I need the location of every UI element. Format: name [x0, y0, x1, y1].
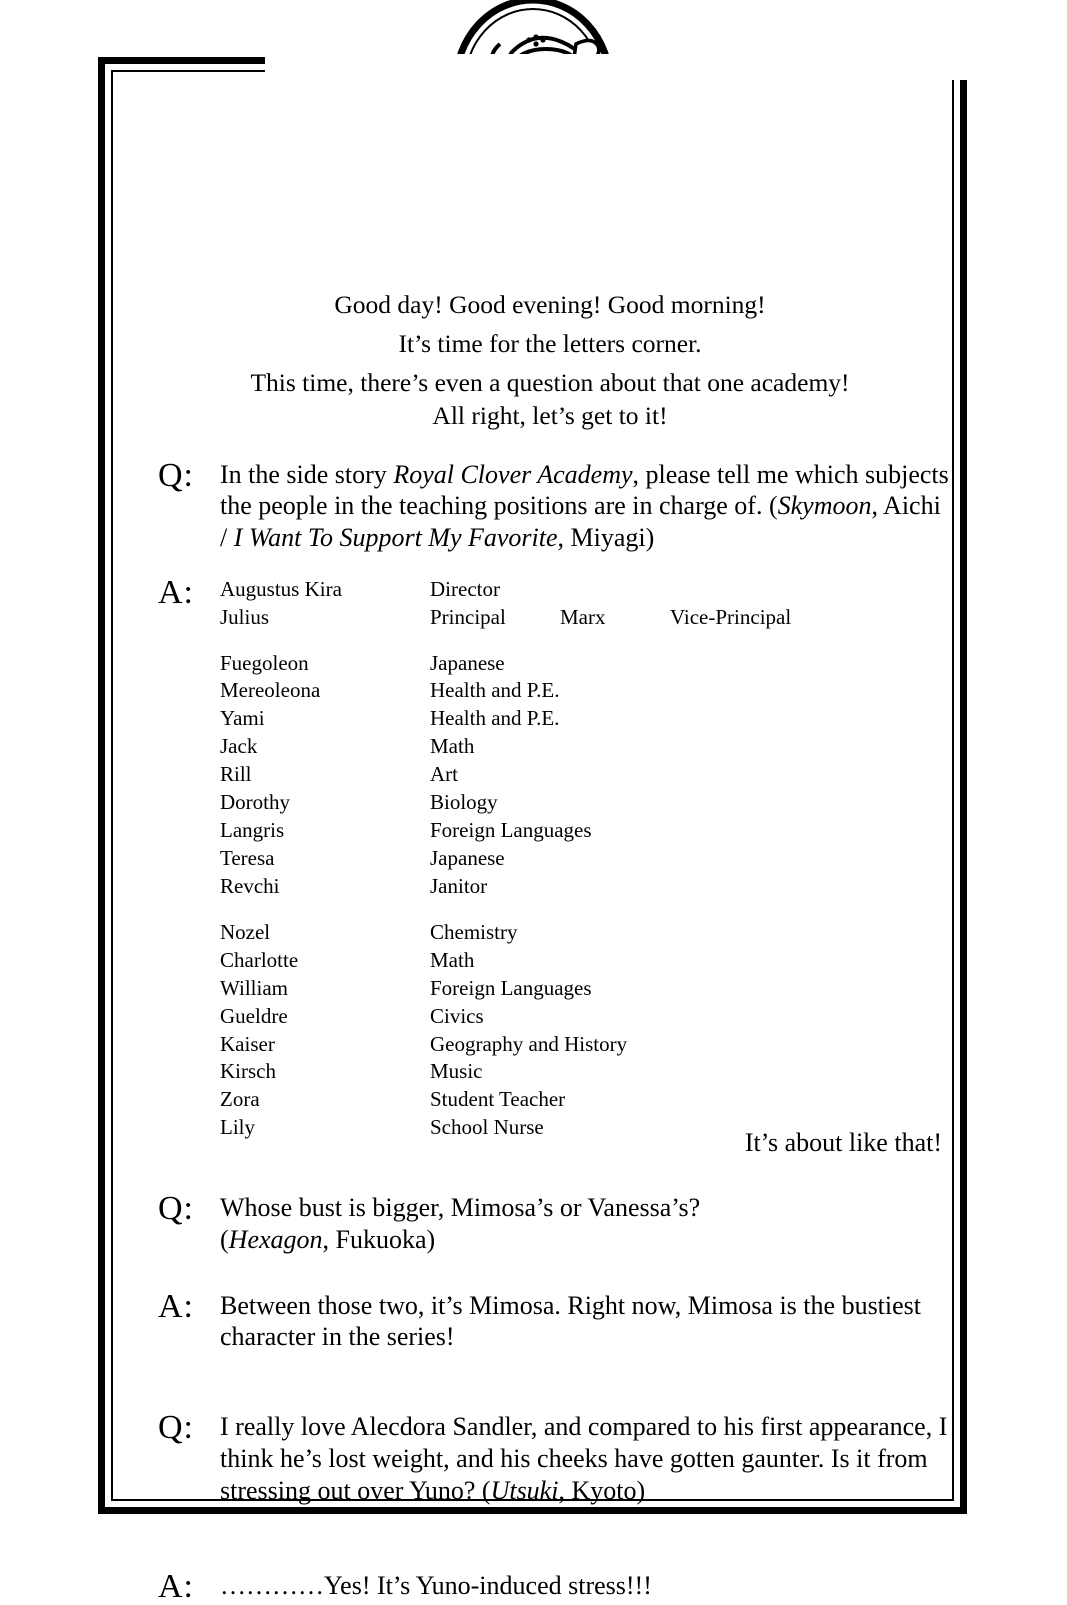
- staff-subject-2: [670, 576, 950, 604]
- staff-subject: Health and P.E.: [430, 678, 560, 703]
- staff-name: Jack: [220, 734, 258, 759]
- staff-name: Dorothy: [220, 790, 290, 815]
- staff-name: Gueldre: [220, 1003, 288, 1028]
- staff-name: Mereoleona: [220, 678, 321, 703]
- staff-subject: Foreign Languages: [430, 818, 592, 843]
- answer-block-2: [150, 1287, 950, 1353]
- question-text: Whose bust is bigger, Mimosa’s or Vanessa’s? (Hexagon, Fukuoka): [220, 1193, 701, 1254]
- table-row: [220, 817, 950, 845]
- intro-line-4: All right, let’s get to it!: [432, 401, 668, 431]
- question-text: I really love Alecdora Sandler, and compared to his first appearance, I think he’s lost weight, and his cheeks have gotten gaunter. Is it from stressing out over Yuno? (Utsuki, Kyoto): [220, 1412, 948, 1505]
- staff-name: Augustus Kira: [220, 576, 342, 601]
- staff-subject: Art: [430, 762, 458, 787]
- question-block-1: [150, 456, 950, 554]
- staff-subject: Chemistry: [430, 919, 518, 944]
- staff-name: Julius: [220, 604, 270, 629]
- staff-name: Fuegoleon: [220, 650, 309, 675]
- answer-block-1: [150, 573, 950, 1161]
- staff-subject: Janitor: [430, 873, 488, 898]
- staff-name: Zora: [220, 1087, 260, 1112]
- question-block-2: [150, 1192, 950, 1255]
- answer-text: …………Yes! It’s Yuno-induced stress!!!: [220, 1571, 652, 1601]
- intro-line-1: Good day! Good evening! Good morning!: [334, 290, 766, 319]
- question-block-3: [150, 1411, 950, 1506]
- staff-subject-2: Vice-Principal: [670, 604, 792, 629]
- intro-block: [150, 288, 950, 433]
- staff-name: Kaiser: [220, 1031, 275, 1056]
- staff-name: Teresa: [220, 846, 275, 871]
- table-row: [220, 947, 950, 975]
- staff-name: Nozel: [220, 919, 271, 944]
- staff-subject: Music: [430, 1059, 483, 1084]
- staff-subject: Civics: [430, 1003, 484, 1028]
- staff-name-2: [560, 576, 670, 604]
- staff-subject: School Nurse: [430, 1115, 544, 1140]
- table-row: [220, 845, 950, 873]
- staff-name: Yami: [220, 706, 265, 731]
- question-marker: Q:: [158, 1190, 194, 1228]
- answer-block-3: [150, 1570, 950, 1604]
- staff-name: Charlotte: [220, 947, 299, 972]
- staff-subject: Biology: [430, 790, 498, 815]
- answer-marker: A:: [158, 1287, 194, 1325]
- staff-subject: Math: [430, 734, 475, 759]
- staff-subject: Student Teacher: [430, 1087, 566, 1112]
- staff-name: Lily: [220, 1115, 255, 1140]
- intro-line-3: This time, there’s even a question about that one academy!: [250, 368, 850, 398]
- table-row: [220, 576, 950, 604]
- answer-closing-remark: It’s about like that!: [744, 1128, 942, 1158]
- table-row: [220, 733, 950, 761]
- question-text: In the side story Royal Clover Academy, please tell me which subjects the people in the teaching positions are in charge of. (Skymoon, Aichi / I Want To Support My Favorite, Miyagi): [220, 459, 949, 552]
- staff-subject: Principal: [430, 604, 506, 629]
- staff-subject: Japanese: [430, 846, 505, 871]
- staff-subject: Foreign Languages: [430, 975, 592, 1000]
- table-row: [220, 1031, 950, 1059]
- staff-subject: Japanese: [430, 650, 505, 675]
- table-row: [220, 789, 950, 817]
- table-row: [220, 919, 950, 947]
- table-row: [220, 1003, 950, 1031]
- table-row: [220, 705, 950, 733]
- table-row: [220, 677, 950, 705]
- staff-name-2: Marx: [560, 604, 606, 629]
- staff-group-teachers-1: [220, 650, 950, 901]
- staff-name: William: [220, 975, 288, 1000]
- answer-text: Between those two, it’s Mimosa. Right now, Mimosa is the bustiest character in the series!: [220, 1290, 922, 1352]
- staff-group-administration: [220, 576, 950, 632]
- staff-name: Rill: [220, 762, 252, 787]
- frame-top-notch: [265, 54, 1015, 80]
- staff-subject: Health and P.E.: [430, 706, 560, 731]
- letters-corner-content: [150, 288, 950, 1604]
- table-row: [220, 604, 950, 632]
- question-marker: Q:: [158, 1409, 194, 1447]
- staff-subject: Geography and History: [430, 1031, 628, 1056]
- intro-line-2: It’s time for the letters corner.: [398, 329, 702, 359]
- table-row: [220, 1058, 950, 1086]
- answer-marker: A:: [158, 1568, 194, 1605]
- staff-name: Kirsch: [220, 1059, 276, 1084]
- table-row: [220, 975, 950, 1003]
- staff-group-teachers-2: [220, 919, 950, 1142]
- question-marker: Q:: [158, 456, 194, 494]
- staff-name: Revchi: [220, 873, 280, 898]
- table-row: [220, 1086, 950, 1114]
- staff-subject: Director: [430, 576, 500, 601]
- staff-assignment-table: [220, 576, 950, 1161]
- staff-name: Langris: [220, 818, 285, 843]
- staff-subject: Math: [430, 947, 475, 972]
- answer-marker: A:: [158, 573, 194, 611]
- table-row: [220, 761, 950, 789]
- table-row: [220, 873, 950, 901]
- table-row: [220, 650, 950, 678]
